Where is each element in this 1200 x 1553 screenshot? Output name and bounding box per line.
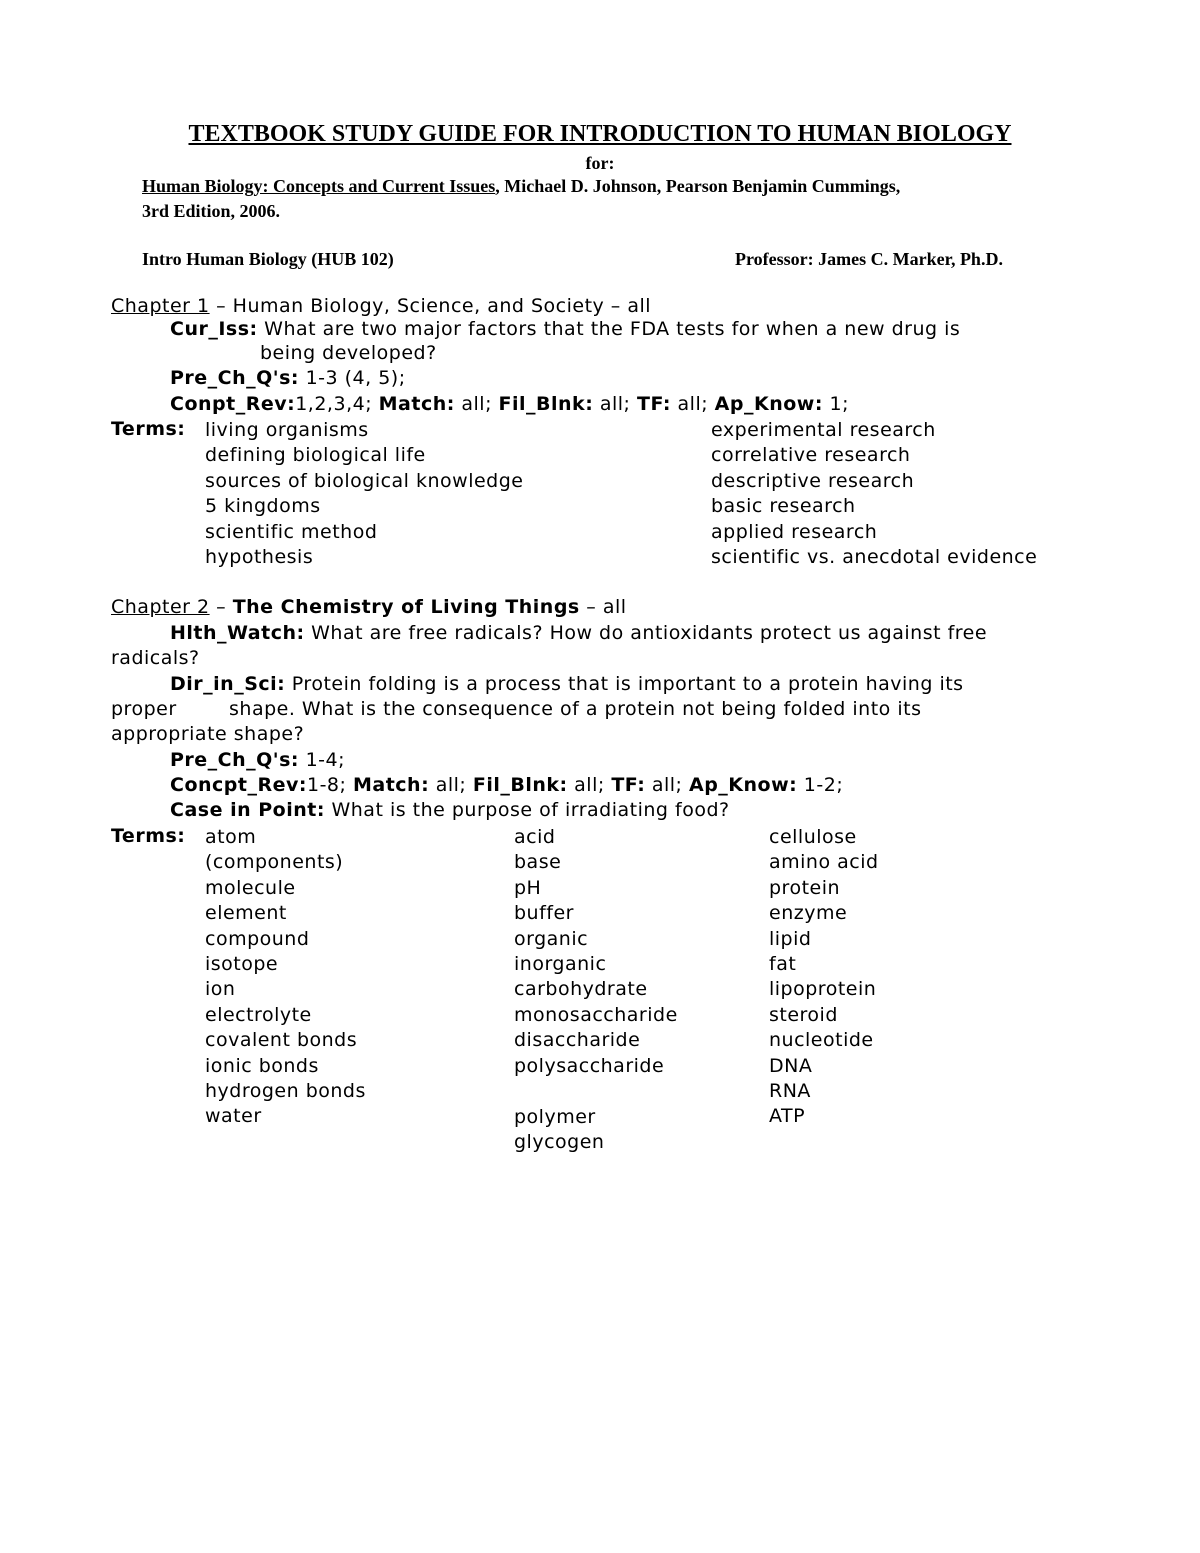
term-item: glycogen bbox=[514, 1131, 605, 1154]
course-name: Intro Human Biology (HUB 102) bbox=[142, 249, 394, 269]
term-item: experimental research bbox=[711, 419, 936, 441]
document-title: TEXTBOOK STUDY GUIDE FOR INTRODUCTION TO HUMAN BIOLOGY bbox=[188, 121, 1012, 147]
term-item: defining biological life bbox=[205, 444, 426, 467]
pre-ch-text: 1-3 (4, 5); bbox=[299, 367, 406, 389]
term-item: compound bbox=[205, 927, 310, 950]
term-item: element bbox=[205, 902, 287, 925]
ap-know-label: Ap_Know: bbox=[689, 774, 798, 796]
term-item: descriptive research bbox=[711, 469, 915, 492]
fil-blnk-value: all; bbox=[593, 393, 637, 415]
fil-blnk-label: Fil_Blnk: bbox=[498, 393, 594, 415]
chapter2-heading-line bbox=[111, 596, 627, 618]
chapter1-heading: Chapter 1 bbox=[111, 295, 210, 317]
pre-ch-text: 1-4; bbox=[299, 749, 346, 771]
chapter2-review-line bbox=[170, 774, 843, 796]
chapter2-pre-ch bbox=[170, 749, 345, 771]
term-item: carbohydrate bbox=[514, 978, 648, 1001]
chapter2-terms-label: Terms: bbox=[111, 825, 186, 847]
term-item: pH bbox=[514, 876, 542, 899]
book-author-publisher: , Michael D. Johnson, Pearson Benjamin Cummings, bbox=[495, 176, 901, 196]
hlth-watch-label: Hlth_Watch: bbox=[170, 622, 305, 644]
term-item: scientific method bbox=[205, 520, 378, 543]
term-item: covalent bonds bbox=[205, 1029, 358, 1052]
term-item: sources of biological knowledge bbox=[205, 469, 524, 492]
term-item: lipoprotein bbox=[769, 978, 877, 1001]
term-item: correlative research bbox=[711, 444, 911, 467]
term-item: nucleotide bbox=[769, 1029, 874, 1052]
chapter2-terms-column-3 bbox=[769, 825, 879, 1130]
chapter1-terms-column-2 bbox=[711, 418, 1037, 570]
term-item: electrolyte bbox=[205, 1003, 312, 1026]
book-edition: 3rd Edition, 2006. bbox=[142, 201, 281, 221]
hlth-watch-text: What are free radicals? How do antioxidants protect us against free bbox=[304, 622, 988, 644]
tf-label: TF: bbox=[636, 393, 671, 415]
cur-iss-text-continued: being developed? bbox=[260, 342, 437, 364]
pre-ch-label: Pre_Ch_Q's: bbox=[170, 749, 300, 771]
term-item: polysaccharide bbox=[514, 1054, 665, 1077]
chapter1-title: – Human Biology, Science, and Society – all bbox=[209, 295, 652, 317]
term-item: lipid bbox=[769, 927, 812, 950]
for-label: for: bbox=[585, 153, 615, 173]
concept-rev-label: Conpt_Rev: bbox=[170, 393, 296, 415]
concept-rev-value: 1,2,3,4; bbox=[295, 393, 379, 415]
fil-blnk-value: all; bbox=[567, 774, 612, 796]
term-item: ion bbox=[205, 978, 236, 1001]
dir-in-sci-text-line3: appropriate shape? bbox=[111, 723, 305, 745]
term-item: enzyme bbox=[769, 902, 848, 925]
chapter1-pre-ch bbox=[170, 367, 406, 389]
chapter2-dash: – bbox=[209, 596, 233, 618]
ap-know-value: 1; bbox=[822, 393, 849, 415]
chapter2-heading: Chapter 2 bbox=[111, 596, 210, 618]
chapter2-scope: – all bbox=[579, 596, 627, 618]
term-item: inorganic bbox=[514, 952, 607, 975]
case-in-point-label: Case in Point: bbox=[170, 799, 325, 821]
chapter2-case-in-point bbox=[170, 799, 730, 821]
pre-ch-label: Pre_Ch_Q's: bbox=[170, 367, 300, 389]
term-item: disaccharide bbox=[514, 1029, 641, 1052]
term-item: (components) bbox=[205, 851, 344, 874]
term-item: amino acid bbox=[769, 851, 879, 874]
term-item: hydrogen bonds bbox=[205, 1079, 366, 1102]
tf-value: all; bbox=[645, 774, 689, 796]
term-item: organic bbox=[514, 927, 589, 950]
fil-blnk-label: Fil_Blnk: bbox=[472, 774, 568, 796]
term-item: ATP bbox=[769, 1105, 806, 1128]
match-label: Match: bbox=[352, 774, 430, 796]
chapter2-dir-in-sci bbox=[170, 673, 964, 695]
term-item: basic research bbox=[711, 495, 856, 518]
term-item: base bbox=[514, 851, 562, 874]
tf-value: all; bbox=[670, 393, 715, 415]
term-item: atom bbox=[205, 826, 257, 848]
dir-in-sci-label: Dir_in_Sci: bbox=[170, 673, 286, 695]
ap-know-value: 1-2; bbox=[797, 774, 844, 796]
term-item: acid bbox=[514, 826, 556, 848]
chapter1-review-line bbox=[170, 393, 849, 415]
cur-iss-label: Cur_Iss: bbox=[170, 318, 258, 340]
concept-rev-value: 1-8; bbox=[306, 774, 353, 796]
dir-in-sci-text-line2a: proper bbox=[111, 698, 177, 720]
chapter2-hlth-watch bbox=[170, 622, 987, 644]
term-item: 5 kingdoms bbox=[205, 495, 321, 518]
chapter1-heading-line bbox=[111, 295, 651, 317]
tf-label: TF: bbox=[611, 774, 646, 796]
chapter2-terms-column-2 bbox=[514, 825, 678, 1079]
term-item: ionic bonds bbox=[205, 1054, 319, 1077]
dir-in-sci-text-line2b: shape. What is the consequence of a protein not being folded into its bbox=[229, 698, 922, 720]
term-item: isotope bbox=[205, 952, 279, 975]
chapter1-cur-iss bbox=[170, 318, 960, 340]
match-label: Match: bbox=[378, 393, 455, 415]
cur-iss-text: What are two major factors that the FDA tests for when a new drug is bbox=[257, 318, 961, 340]
term-item: molecule bbox=[205, 876, 296, 899]
term-item: living organisms bbox=[205, 419, 369, 441]
chapter1-terms-label: Terms: bbox=[111, 418, 186, 440]
term-item: polymer bbox=[514, 1106, 596, 1128]
term-item: buffer bbox=[514, 902, 574, 925]
term-item: scientific vs. anecdotal evidence bbox=[711, 545, 1038, 568]
chapter1-terms-column-1 bbox=[205, 418, 524, 570]
concept-rev-label: Concpt_Rev: bbox=[170, 774, 307, 796]
chapter2-terms-column-1 bbox=[205, 825, 366, 1130]
case-in-point-text: What is the purpose of irradiating food? bbox=[324, 799, 730, 821]
hlth-watch-text-continued: radicals? bbox=[111, 647, 200, 669]
book-citation bbox=[142, 176, 900, 197]
professor-name: Professor: James C. Marker, Ph.D. bbox=[735, 249, 1003, 269]
chapter2-terms-column-2-extra bbox=[514, 1105, 604, 1156]
book-title: Human Biology: Concepts and Current Issues bbox=[142, 176, 496, 196]
term-item: cellulose bbox=[769, 826, 857, 848]
dir-in-sci-text: Protein folding is a process that is important to a protein having its bbox=[285, 673, 964, 695]
term-item: DNA bbox=[769, 1054, 813, 1077]
term-item: RNA bbox=[769, 1079, 811, 1102]
ap-know-label: Ap_Know: bbox=[714, 393, 823, 415]
match-value: all; bbox=[454, 393, 499, 415]
term-item: monosaccharide bbox=[514, 1003, 678, 1026]
term-item: protein bbox=[769, 876, 841, 899]
match-value: all; bbox=[429, 774, 473, 796]
term-item: water bbox=[205, 1105, 262, 1128]
chapter2-title: The Chemistry of Living Things bbox=[232, 596, 580, 618]
term-item: steroid bbox=[769, 1003, 838, 1026]
term-item: applied research bbox=[711, 520, 878, 543]
term-item: fat bbox=[769, 952, 797, 975]
term-item: hypothesis bbox=[205, 545, 314, 568]
